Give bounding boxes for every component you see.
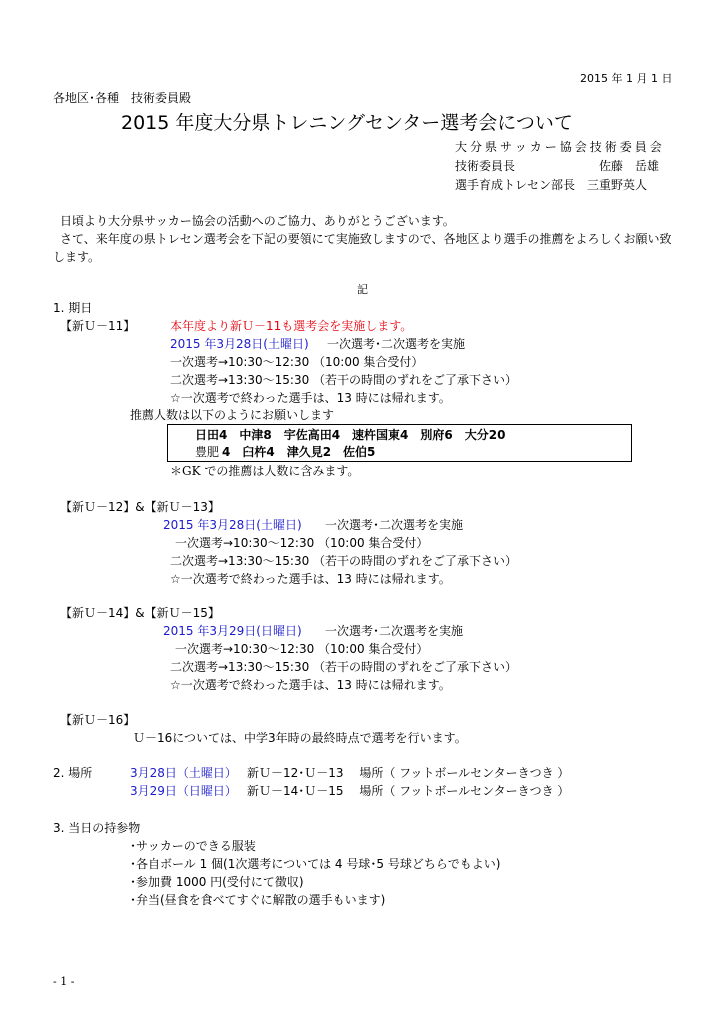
u11-first-selection: 一次選考→10:30～12:30 （10:00 集合受付） [170,355,424,369]
u14-second-selection: 二次選考→13:30～15:30 （若干の時間のずれをご了承下さい） [170,660,518,674]
document-date: 2015 年 1 月 1 日 [580,72,673,85]
u12-date-desc: 一次選考･二次選考を実施 [325,518,464,532]
ki-mark: 記 [357,283,368,296]
item-clothes: ･サッカーのできる服装 [130,839,256,853]
u11-second-selection: 二次選考→13:30～15:30 （若干の時間のずれをご了承下さい） [170,373,518,387]
addressee: 各地区･各種 技術委員殿 [53,91,192,105]
item-fee: ･参加費 1000 円(受付にて徴収) [130,875,304,889]
u12-second-selection: 二次選考→13:30～15:30 （若干の時間のずれをご了承下さい） [170,554,518,568]
venue-text-1: 新Ｕ－12･Ｕ－13 場所（ フットボールセンターきつき ） [247,766,570,780]
u11-recommend: 推薦人数は以下のようにお願いします [130,408,335,422]
u11-note: ☆一次選考で終わった選手は、13 時には帰れます。 [170,391,451,405]
u11-date: 2015 年3月28日(土曜日) [170,337,309,351]
quota-line-2: 4 臼杵4 津久見2 佐伯5 [222,445,376,459]
sender-org: 大分県サッカー協会技術委員会 [455,140,665,154]
u14-note: ☆一次選考で終わった選手は、13 時には帰れます。 [170,678,451,692]
page-number: - 1 - [53,975,75,988]
u11-notice: 本年度より新Ｕ－11も選考会を実施します。 [170,319,413,333]
quota-line-1: 日田4 中津8 宇佐高田4 速杵国東4 別府6 大分20 [195,428,506,442]
venue-date-1: 3月28日（土曜日） [130,766,237,780]
sender-name: 佐藤 岳雄 [599,159,660,173]
quota-line-2-prefix: 豊肥 [195,445,220,459]
intro-line-2: さて、来年度の県トレセン選考会を下記の要領にて実施致しますので、各地区より選手の推薦をよろしくお願い致 [60,232,672,246]
sender-dept: 選手育成トレセン部長 三重野英人 [455,178,648,192]
item-lunch: ･弁当(昼食を食べてすぐに解散の選手もいます) [130,893,386,907]
u14-date: 2015 年3月29日(日曜日) [163,624,302,638]
u12-first-selection: 一次選考→10:30～12:30 （10:00 集合受付） [175,536,429,550]
u16-label: 【新Ｕ－16】 [60,713,136,727]
gk-note: ＊GK での推薦は人数に含みます。 [170,464,360,478]
section3-heading: 3. 当日の持参物 [53,821,141,835]
u11-date-desc: 一次選考･二次選考を実施 [327,337,466,351]
u14-first-selection: 一次選考→10:30～12:30 （10:00 集合受付） [175,642,429,656]
venue-date-2: 3月29日（日曜日） [130,784,237,798]
sender-role: 技術委員長 [455,159,516,173]
item-ball: ･各自ボール 1 個(1次選考については 4 号球･5 号球どちらでもよい) [130,857,501,871]
intro-line-1: 日頃より大分県サッカー協会の活動へのご協力、ありがとうございます。 [60,214,455,228]
venue-text-2: 新Ｕ－14･Ｕ－15 場所（ フットボールセンターきつき ） [247,784,570,798]
u16-text: Ｕ－16については、中学3年時の最終時点で選考を行います。 [133,731,467,745]
intro-line-3: します。 [53,250,101,264]
u14-date-desc: 一次選考･二次選考を実施 [325,624,464,638]
u12-date: 2015 年3月28日(土曜日) [163,518,302,532]
section2-heading: 2. 場所 [53,766,93,780]
document-title: 2015 年度大分県トレニングセンター選考会について [121,112,573,134]
u14-label: 【新Ｕ－14】&【新Ｕ－15】 [60,606,220,620]
u12-note: ☆一次選考で終わった選手は、13 時には帰れます。 [170,572,451,586]
u12-label: 【新Ｕ－12】&【新Ｕ－13】 [60,500,220,514]
section1-heading: 1. 期日 [53,301,93,315]
u11-label: 【新Ｕ－11】 [60,319,136,333]
